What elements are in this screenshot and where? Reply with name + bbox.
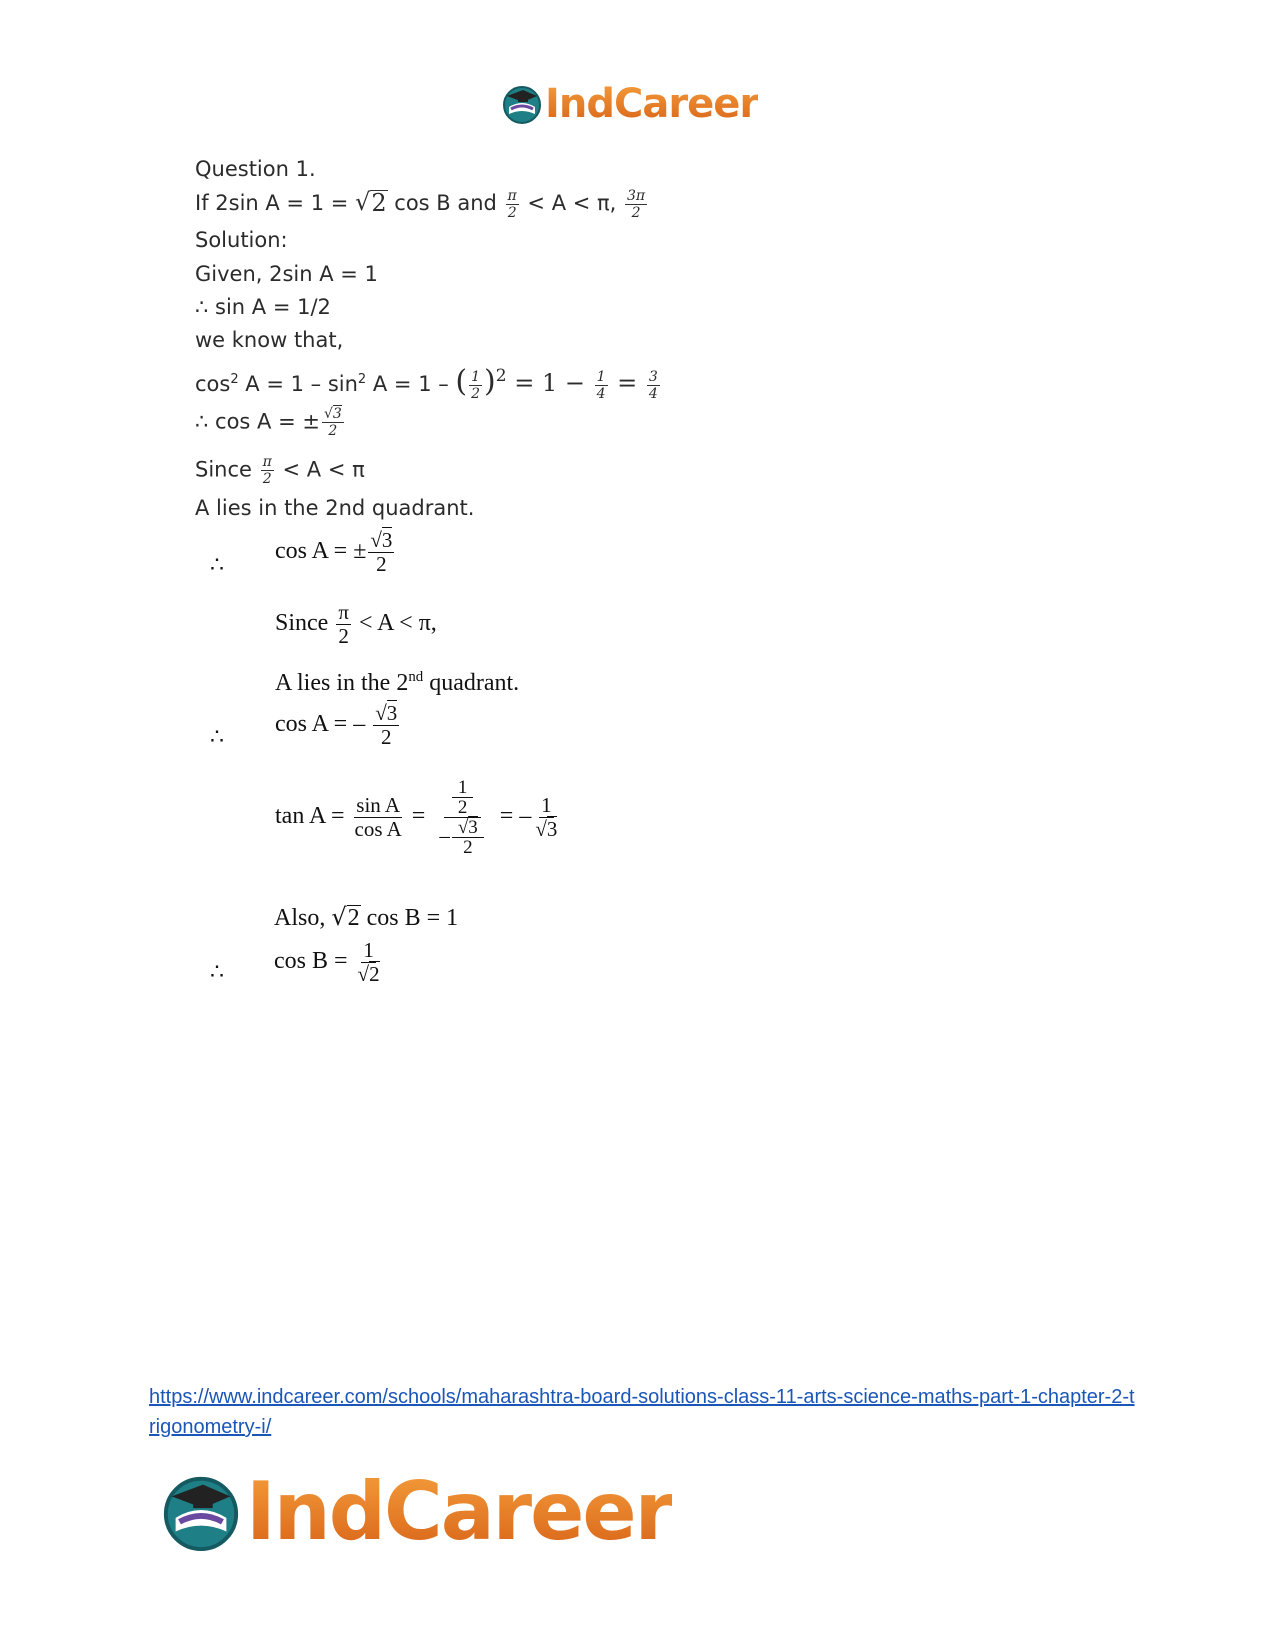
- header-logo: [501, 80, 758, 128]
- frac-root3-over-2: $\frac{√3}{2}$: [323, 406, 342, 439]
- scan-cosA-plusminus: cos A = ± $\frac{√3}{2}$: [275, 528, 393, 576]
- frac-one-quarter: $\frac{1}{4}$: [596, 368, 606, 402]
- scan-frac-sinA-over-cosA: $\frac{\text{sin A}}{\text{cos A}}$: [354, 793, 402, 841]
- question-statement: If 2sin A = 1 = √ 2 cos B and $\frac{\pi}{2}$ < A < π, $\frac{3\pi}{2}$: [195, 187, 646, 221]
- brand-name-footer: IndCareer: [246, 1465, 673, 1558]
- cos-plusminus-line: ∴ cos A = ± $\frac{√3}{2}$: [195, 406, 342, 439]
- scan-since-line: Since $\frac{\pi}{2}$ < A < π,: [275, 600, 437, 648]
- scan-also-line: Also, √ 2 cos B = 1: [274, 903, 459, 931]
- graduation-globe-icon: [160, 1471, 242, 1553]
- sin-value-line: ∴ sin A = 1/2: [195, 295, 331, 319]
- sqrt-two: √ 2: [355, 188, 387, 217]
- scan-frac-root3-over-2-b: $\frac{√3}{2}$: [375, 701, 398, 749]
- scan-tanA-line: tan A = $\frac{\text{sin A}}{\text{cos A}}$ = $\frac{1}{2}$ – $\frac{√3}{2}$ = – $\frac{1}{√3}$: [275, 777, 558, 858]
- scan-cosB-line: cos B = $\frac{1}{√2}$: [274, 938, 380, 986]
- question-heading: Question 1.: [195, 157, 316, 181]
- graduation-globe-icon: [501, 83, 543, 125]
- source-url-link[interactable]: https://www.indcareer.com/schools/maharashtra-board-solutions-class-11-arts-science-maths-part-1-chapter-2-trigonometry-i/: [149, 1386, 1135, 1438]
- scan-frac-1-over-root2: $\frac{1}{√2}$: [357, 938, 380, 986]
- frac-three-quarters: $\frac{3}{4}$: [648, 368, 658, 402]
- scan-quadrant-line: A lies in the 2nd quadrant.: [275, 669, 520, 696]
- therefore-symbol: ∴: [210, 553, 224, 578]
- scan-frac-1-over-root3: $\frac{1}{√3}$: [535, 793, 558, 841]
- cos-squared-line: $\cos^2 A = 1 - \sin^2 A = 1$ – ( $\frac{1}{2}$ )$^2$ = 1 − $\frac{1}{4}$ = $\frac{3}{4}$: [195, 364, 658, 402]
- scan-sqrt-two: √ 2: [331, 903, 360, 931]
- therefore-symbol-2: ∴: [210, 725, 224, 750]
- frac-3pi-over-2: $\frac{3\pi}{2}$: [627, 187, 646, 221]
- footer-logo: [160, 1465, 673, 1558]
- since-line: Since $\frac{\pi}{2}$ < A < π: [195, 454, 365, 487]
- scan-frac-root3-over-2: $\frac{√3}{2}$: [370, 528, 393, 576]
- solution-label: Solution:: [195, 228, 288, 252]
- frac-pi-over-2-b: $\frac{\pi}{2}$: [262, 454, 272, 487]
- scan-frac-pi-over-2: $\frac{\pi}{2}$: [338, 600, 349, 648]
- quadrant-line: A lies in the 2nd quadrant.: [195, 496, 475, 520]
- frac-pi-over-2: $\frac{\pi}{2}$: [507, 187, 517, 221]
- frac-one-half: $\frac{1}{2}$: [471, 368, 481, 402]
- brand-name: IndCareer: [545, 81, 759, 127]
- therefore-symbol-3: ∴: [210, 960, 224, 985]
- scan-cosA-negative: cos A = – $\frac{√3}{2}$: [275, 701, 398, 749]
- we-know-line: we know that,: [195, 328, 344, 352]
- scan-frac-nested: $\frac{1}{2}$ – $\frac{√3}{2}$: [433, 778, 491, 857]
- given-line: Given, 2sin A = 1: [195, 262, 378, 286]
